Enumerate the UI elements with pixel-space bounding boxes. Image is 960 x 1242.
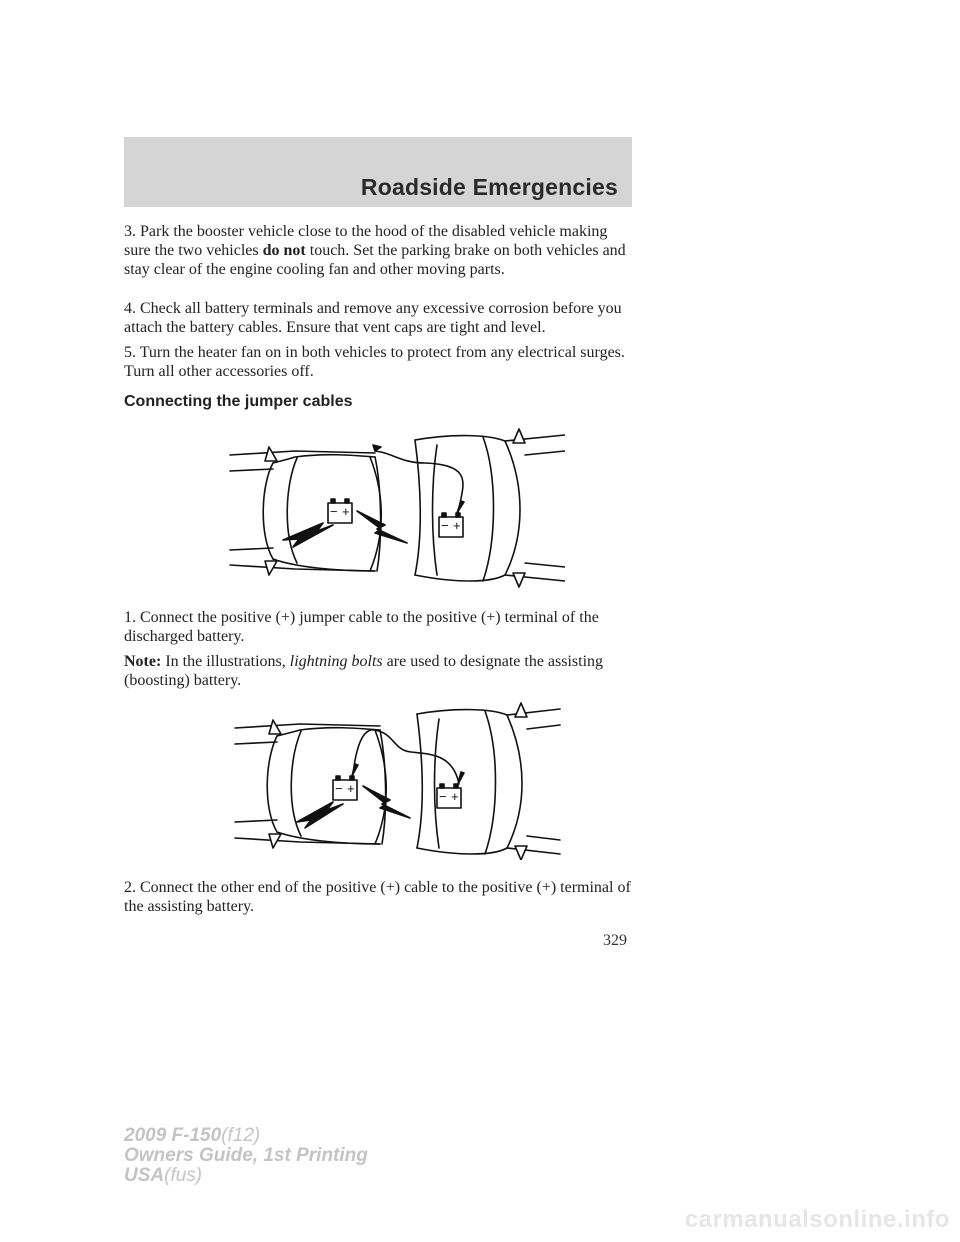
lightning-bolt-left	[297, 802, 343, 828]
disabled-vehicle	[235, 720, 386, 848]
battery-minus: −	[330, 504, 338, 519]
step-2: 2. Connect the other end of the positive (+) cable to the positive (+) terminal of the assisting battery.	[124, 879, 631, 915]
jumper-illustration-1	[225, 425, 565, 590]
booster-vehicle	[417, 703, 560, 860]
booster-vehicle	[415, 429, 565, 587]
note	[124, 652, 636, 690]
battery-assisting	[439, 513, 463, 537]
battery-discharged	[328, 499, 352, 523]
step-4: 4. Check all battery terminals and remove any excessive corrosion before you attach the battery cables. Ensure that vent caps are tight and level.	[124, 300, 622, 336]
watermark: carmanualsonline.info	[684, 1206, 950, 1233]
battery-minus: −	[335, 781, 343, 796]
battery-plus: +	[342, 504, 350, 519]
connecting-heading: Connecting the jumper cables	[124, 393, 353, 410]
step-3-text-a: 3. Park the booster vehicle close to the hood of the disabled vehicle making sure the two vehicles	[124, 223, 608, 259]
battery-assisting	[437, 784, 461, 808]
note-label: Note:	[124, 653, 162, 670]
step-1: 1. Connect the positive (+) jumper cable to the positive (+) terminal of the discharged battery.	[124, 609, 599, 645]
section-title: Roadside Emergencies	[360, 174, 618, 200]
page-number: 329	[603, 932, 627, 949]
footer	[124, 1126, 368, 1186]
step-3-emphasis: do not	[262, 242, 306, 259]
battery-plus: +	[347, 781, 355, 796]
battery-discharged	[333, 776, 357, 800]
cable-clamp	[352, 764, 358, 776]
battery-minus: −	[439, 789, 447, 804]
footer-region-code: (fus)	[164, 1165, 203, 1186]
jumper-illustration-2	[225, 700, 565, 860]
footer-model-code: (f12)	[221, 1125, 261, 1146]
battery-plus: +	[451, 789, 459, 804]
cable-clamp	[458, 772, 464, 784]
footer-region: USA	[124, 1165, 165, 1186]
battery-plus: +	[453, 518, 461, 533]
footer-model: 2009 F-150	[124, 1125, 222, 1146]
note-text-a: In the illustrations,	[161, 653, 290, 670]
header-band	[124, 137, 632, 207]
step-5: 5. Turn the heater fan on in both vehicles to protect from any electrical surges. Turn all other accessories off.	[124, 344, 625, 380]
step-3-text-b: touch. Set the parking brake on both vehicles and stay clear of the engine cooling fan and other moving parts.	[124, 242, 626, 278]
step-3	[124, 222, 636, 279]
footer-guide: Owners Guide, 1st Printing	[124, 1145, 368, 1166]
note-emphasis: lightning bolts	[289, 653, 383, 670]
battery-minus: −	[441, 518, 449, 533]
note-text-b: are used to designate the assisting (boosting) battery.	[124, 653, 604, 689]
cable-clamp	[373, 445, 381, 451]
cable-clamp	[457, 501, 464, 513]
jumper-cable	[353, 730, 459, 784]
